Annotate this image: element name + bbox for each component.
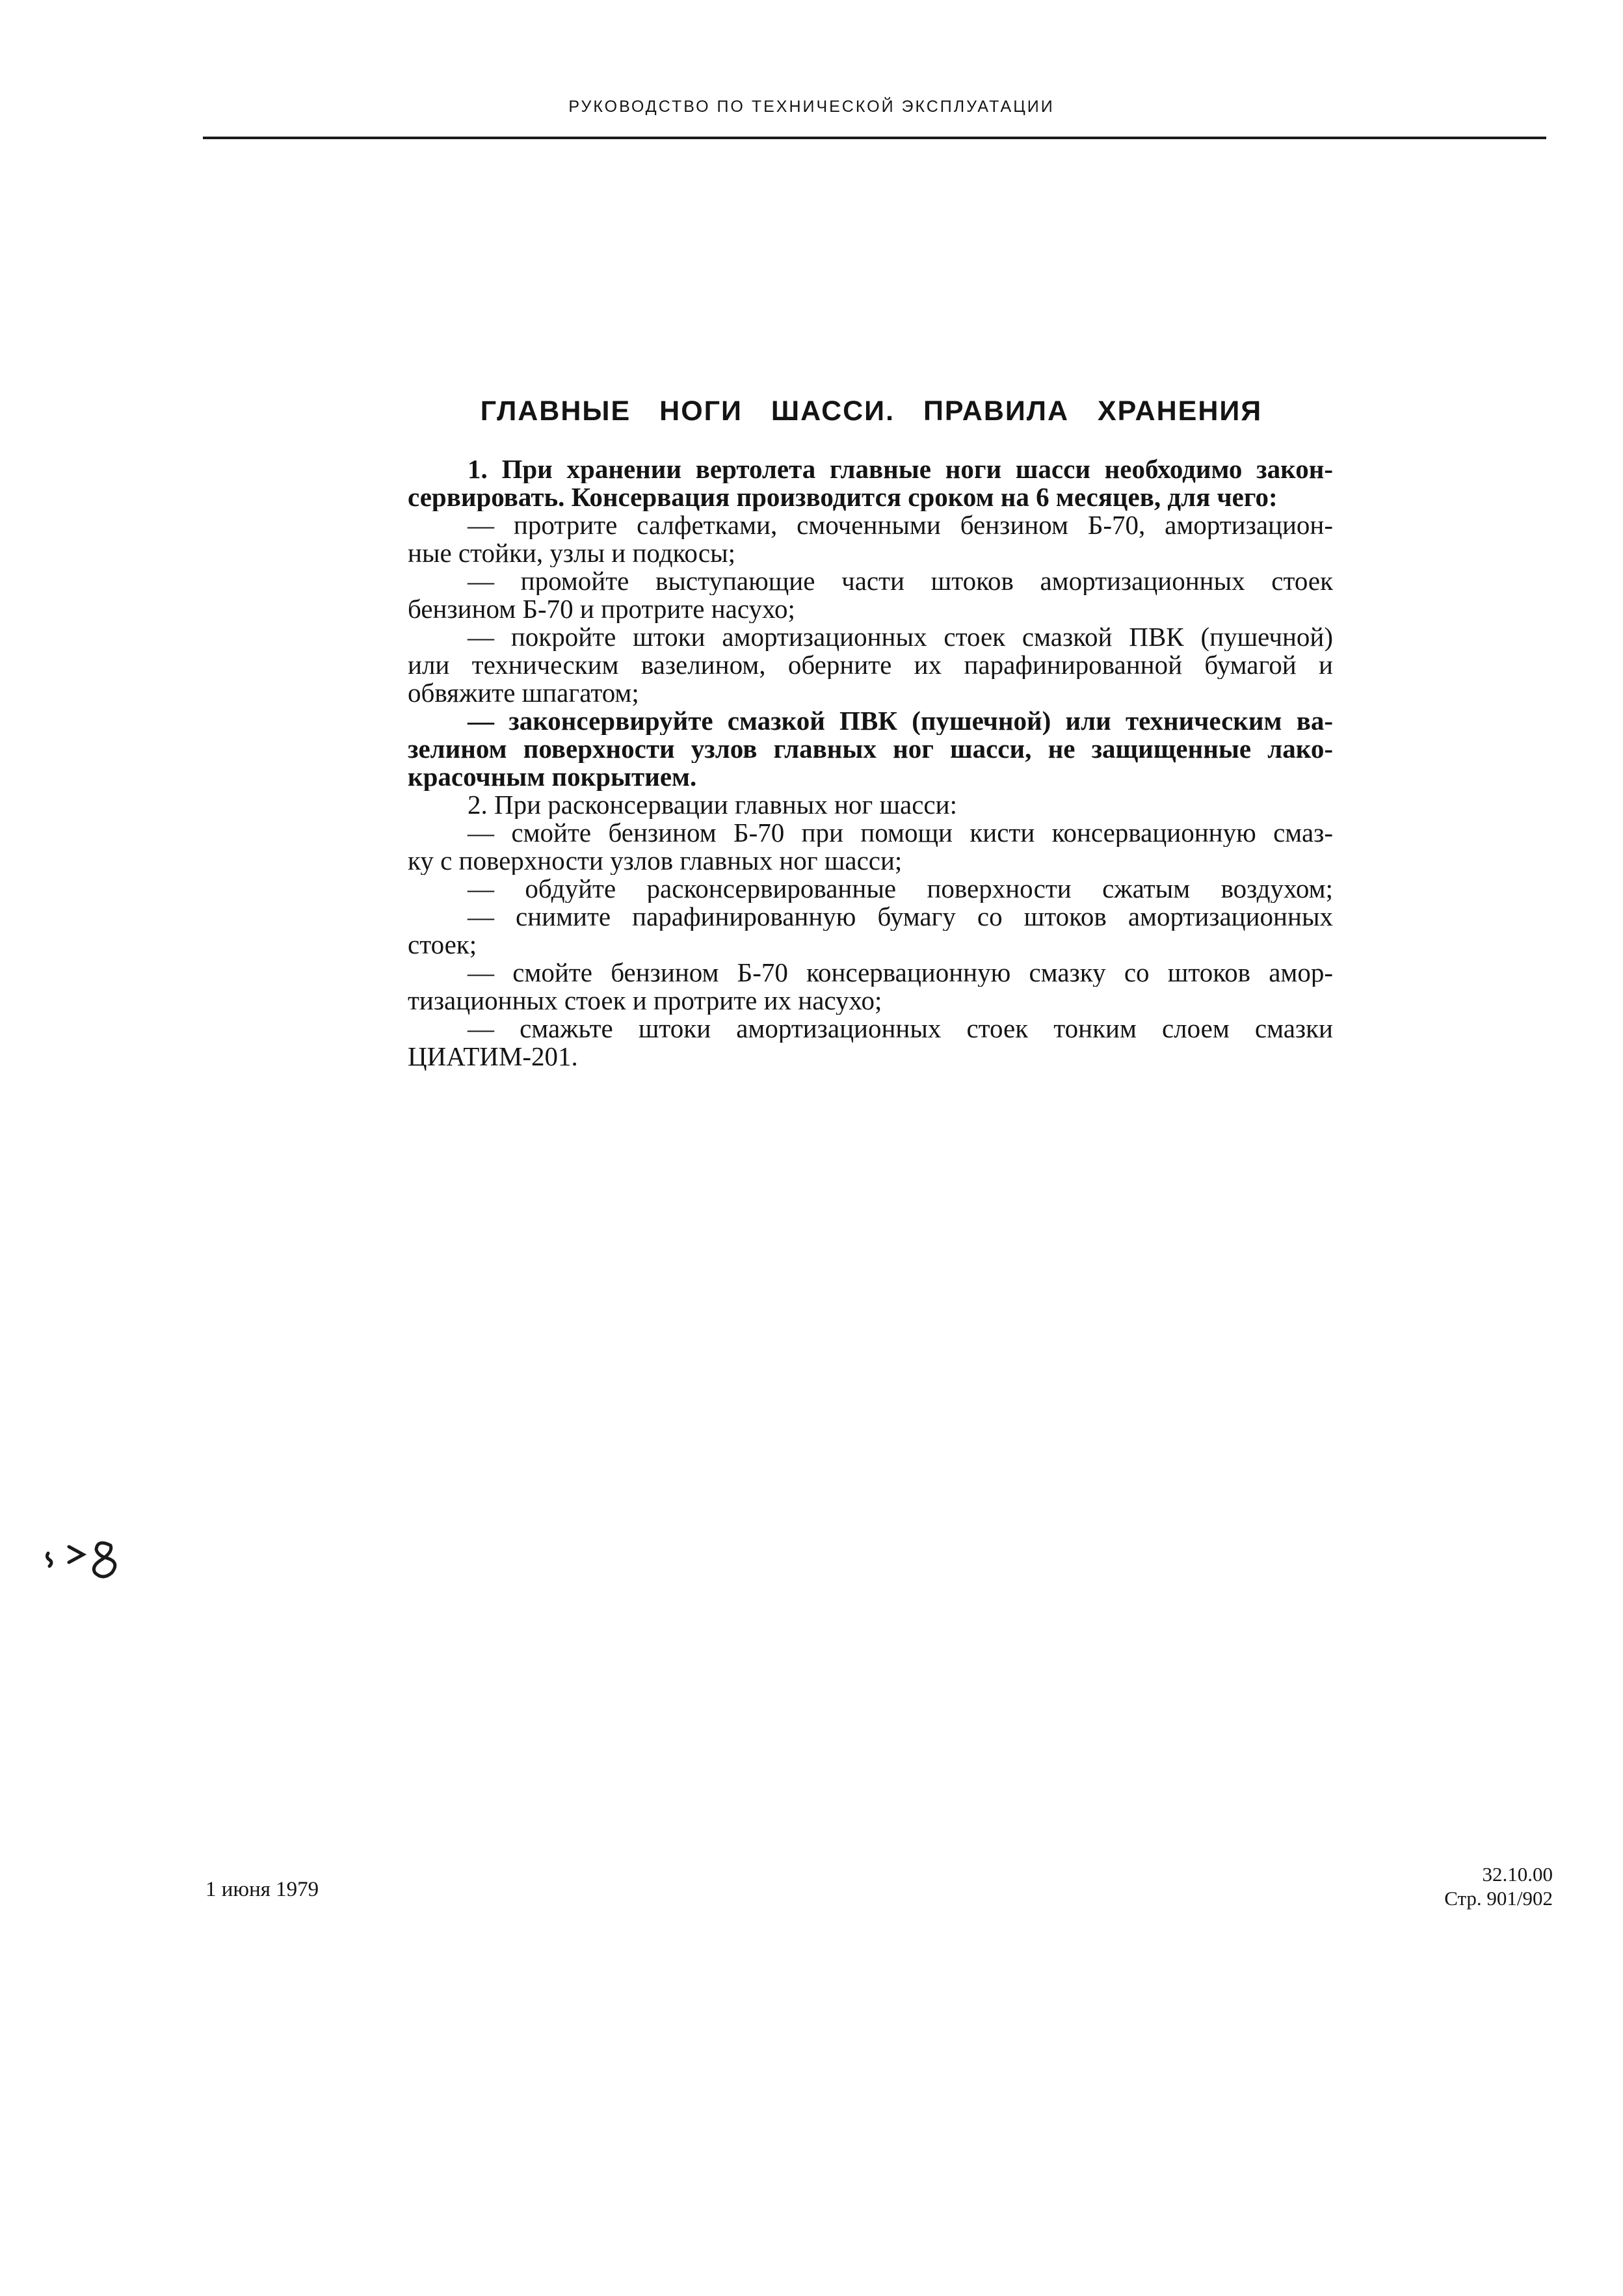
page-number: Стр. 901/902 [1444, 1887, 1553, 1910]
text-line: — законсервируйте смазкой ПВК (пушечной) или техническим ва- [468, 707, 1333, 735]
text-line: — смойте бензином Б-70 при помощи кисти консервационную смаз- [468, 819, 1333, 847]
handwritten-margin-mark [43, 1534, 127, 1581]
text-line: бензином Б-70 и протрите насухо; [408, 595, 795, 623]
text-line: 1. При хранении вертолета главные ноги шасси необходимо закон- [468, 455, 1333, 483]
text-line: ЦИАТИМ-201. [408, 1043, 578, 1071]
text-line: 2. При расконсервации главных ног шасси: [468, 791, 957, 819]
header-rule [203, 137, 1546, 139]
text-line: — протрите салфетками, смоченными бензином Б-70, амортизацион- [468, 511, 1333, 539]
text-line: — промойте выступающие части штоков амортизационных стоек [468, 567, 1333, 595]
issue-date: 1 июня 1979 [205, 1878, 319, 1901]
text-line: стоек; [408, 931, 477, 959]
text-line: сервировать. Консервация производится сроком на 6 месяцев, для чего: [408, 483, 1278, 511]
text-line: зелином поверхности узлов главных ног шасси, не защищенные лако- [408, 735, 1333, 763]
text-line: — покройте штоки амортизационных стоек смазкой ПВК (пушечной) [468, 623, 1333, 651]
text-line: обвяжите шпагатом; [408, 679, 639, 707]
text-line: красочным покрытием. [408, 763, 697, 791]
text-line: — обдуйте расконсервированные поверхности сжатым воздухом; [468, 875, 1333, 903]
text-line: — снимите парафинированную бумагу со штоков амортизационных [468, 903, 1333, 931]
running-header: РУКОВОДСТВО ПО ТЕХНИЧЕСКОЙ ЭКСПЛУАТАЦИИ [568, 98, 1055, 116]
section-title: ГЛАВНЫЕ НОГИ ШАССИ. ПРАВИЛА ХРАНЕНИЯ [480, 395, 1263, 427]
text-line: ку с поверхности узлов главных ног шасси; [408, 847, 903, 875]
body-text [408, 455, 1333, 1071]
text-line: тизационных стоек и протрите их насухо; [408, 987, 882, 1015]
document-number: 32.10.00 [1482, 1863, 1553, 1886]
text-line: — смажьте штоки амортизационных стоек тонким слоем смазки [468, 1015, 1333, 1043]
text-line: — смойте бензином Б-70 консервационную смазку со штоков амор- [468, 959, 1333, 987]
text-line: ные стойки, узлы и подкосы; [408, 539, 736, 567]
text-line: или техническим вазелином, оберните их парафинированной бумагой и [408, 651, 1333, 679]
